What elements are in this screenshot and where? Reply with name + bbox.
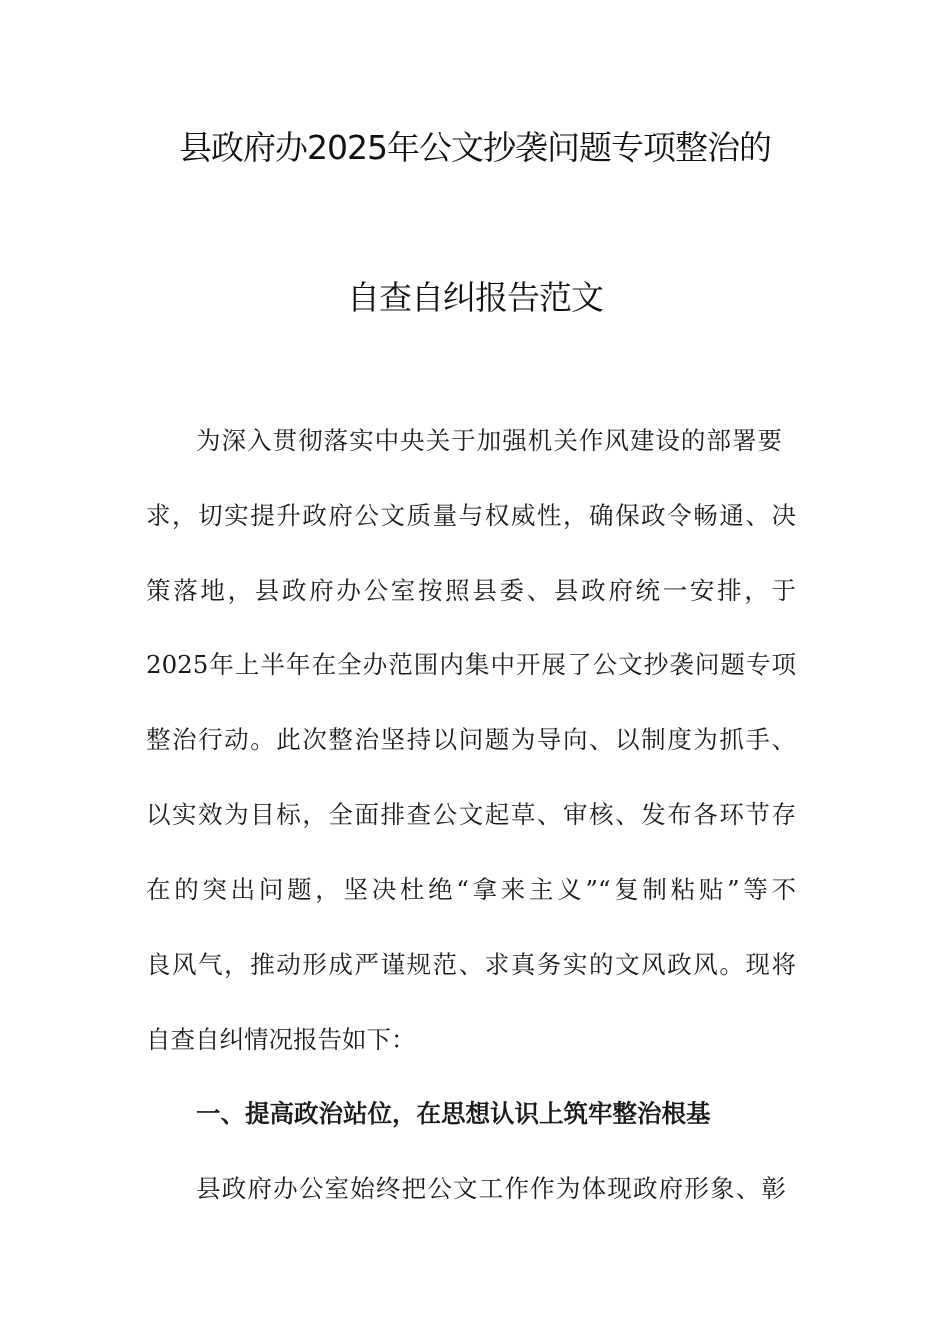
paragraph-1-line-4: 2025年上半年在全办范围内集中开展了公文抄袭问题专项 (146, 650, 796, 679)
section-1-heading: 一、提高政治站位，在思想认识上筑牢整治根基 (196, 1099, 711, 1128)
paragraph-1-line-7: 在的突出问题，坚决杜绝“拿来主义”“复制粘贴”等不 (146, 875, 796, 904)
paragraph-1-line-9: 自查自纠情况报告如下： (146, 1025, 416, 1054)
paragraph-1-line-8: 良风气，推动形成严谨规范、求真务实的文风政风。现将 (146, 950, 796, 979)
paragraph-1-line-2: 求，切实提升政府公文质量与权威性，确保政令畅通、决 (146, 501, 796, 530)
document-title-line-1: 县政府办2025年公文抄袭问题专项整治的 (179, 128, 771, 167)
document-title-line-2: 自查自纠报告范文 (347, 278, 603, 317)
paragraph-1-line-1: 为深入贯彻落实中央关于加强机关作风建设的部署要 (196, 426, 782, 455)
paragraph-1-line-6: 以实效为目标，全面排查公文起草、审核、发布各环节存 (146, 800, 796, 829)
paragraph-1-line-5: 整治行动。此次整治坚持以问题为导向、以制度为抓手、 (146, 725, 796, 754)
paragraph-2-line-1: 县政府办公室始终把公文工作作为体现政府形象、彰 (196, 1174, 786, 1203)
paragraph-1-line-3: 策落地，县政府办公室按照县委、县政府统一安排，于 (146, 576, 796, 605)
